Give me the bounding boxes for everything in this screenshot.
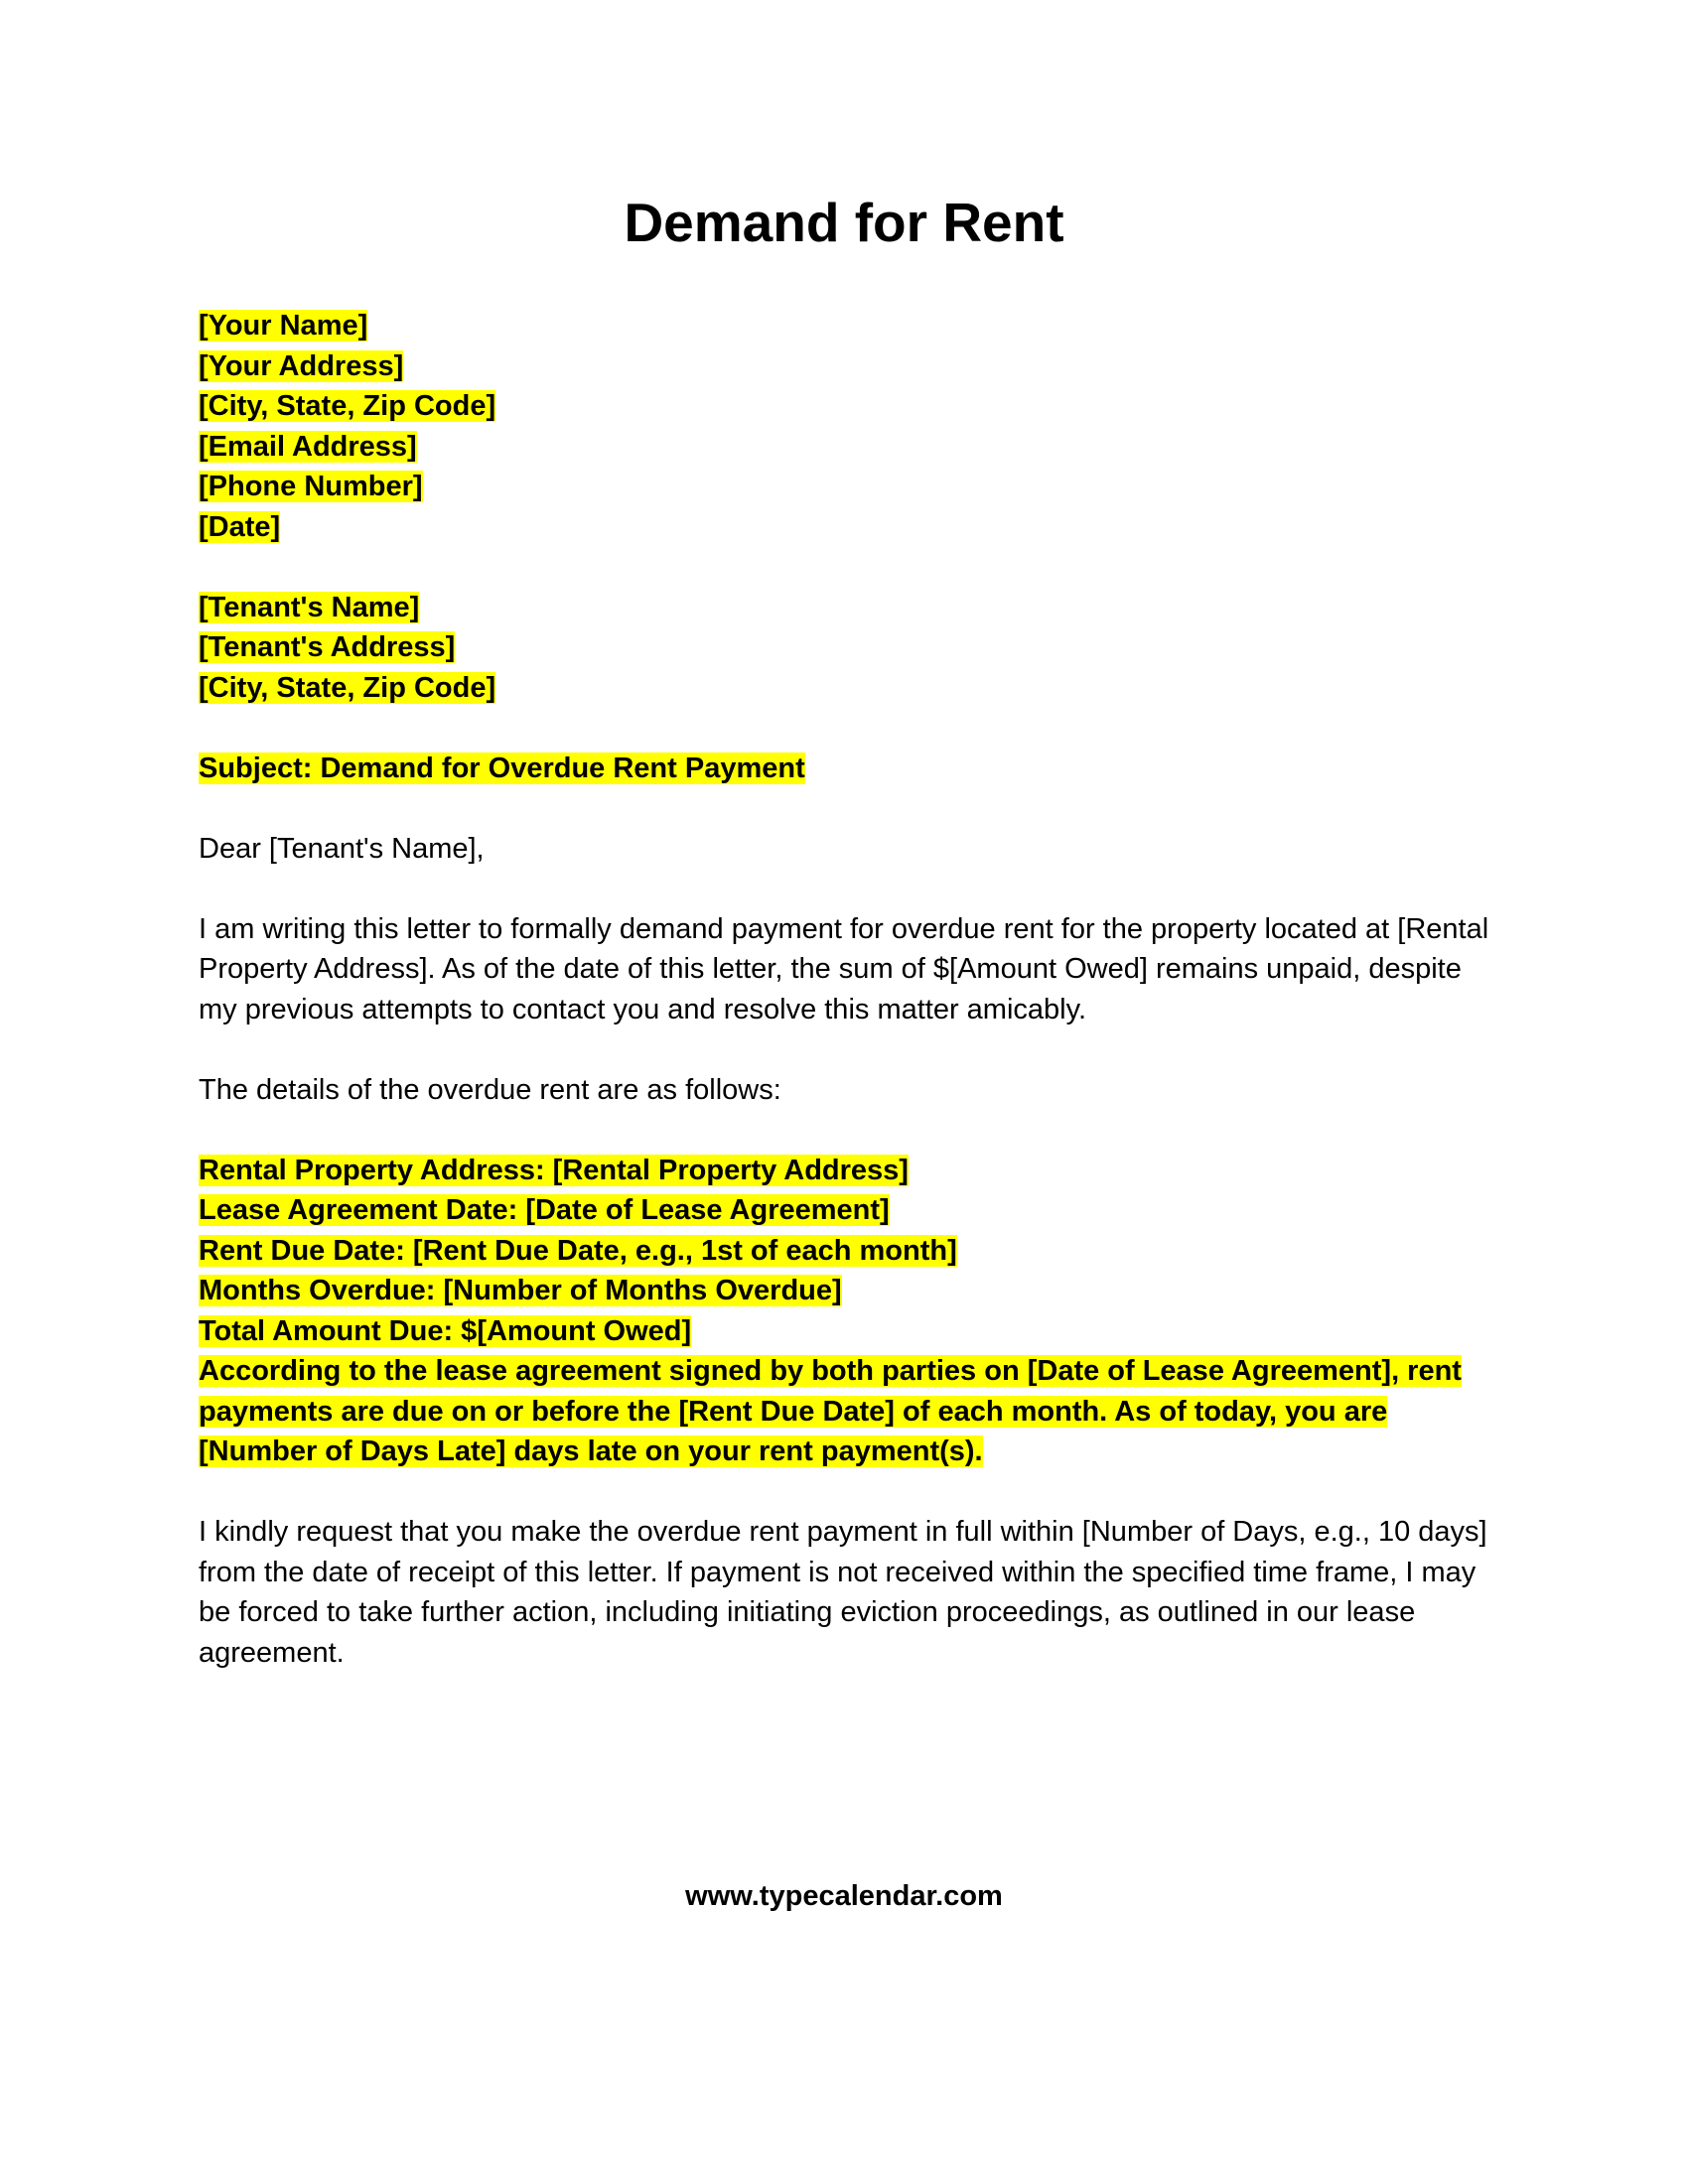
detail-lease-terms: According to the lease agreement signed by both parties on [Date of Lease Agreement], rent payments are due on or before the [Rent Due Date] of each month. As of today, you are [Number of Days Late] days late on your rent payment(s). [199,1355,1462,1467]
paragraph-request: I kindly request that you make the overdue rent payment in full within [Number of Days, e.g., 10 days] from the date of receipt of this letter. If payment is not received within the specified time frame, I may be forced to take further action, including initiating eviction proceedings, as outlined in our lease agreement. [199,1516,1487,1669]
recipient-address: [Tenant's Address] [199,631,456,663]
paragraph-intro: I am writing this letter to formally demand payment for overdue rent for the property located at [Rental Property Address]. As of the date of this letter, the sum of $[Amount Owed] remains unpaid, despite my previous attempts to contact you and resolve this matter amicably. [199,912,1489,1025]
sender-email: [Email Address] [199,430,417,463]
sender-city-state-zip: [City, State, Zip Code] [199,390,496,422]
detail-lease-date: Lease Agreement Date: [Date of Lease Agreement] [199,1194,890,1226]
document-title: Demand for Rent [624,192,1064,253]
salutation: Dear [Tenant's Name], [199,832,485,865]
detail-total-due: Total Amount Due: $[Amount Owed] [199,1314,692,1347]
recipient-name: [Tenant's Name] [199,591,420,623]
sender-name: [Your Name] [199,310,368,341]
subject-line: Subject: Demand for Overdue Rent Payment [199,751,805,784]
sender-address: [Your Address] [199,349,404,382]
details-intro: The details of the overdue rent are as follows: [199,1073,781,1106]
footer-website: www.typecalendar.com [685,1880,1003,1912]
detail-months-overdue: Months Overdue: [Number of Months Overdue] [199,1275,842,1306]
subject-block [199,749,1489,789]
detail-rent-due-date: Rent Due Date: [Rent Due Date, e.g., 1st of each month] [199,1234,957,1267]
letter-date: [Date] [199,510,281,543]
detail-property-address: Rental Property Address: [Rental Property Address] [199,1154,909,1186]
letter-body [199,306,1489,1713]
sender-block [199,306,1489,547]
recipient-city-state-zip: [City, State, Zip Code] [199,671,496,704]
sender-phone: [Phone Number] [199,471,423,502]
details-block [199,1151,1489,1472]
recipient-block [199,588,1489,709]
